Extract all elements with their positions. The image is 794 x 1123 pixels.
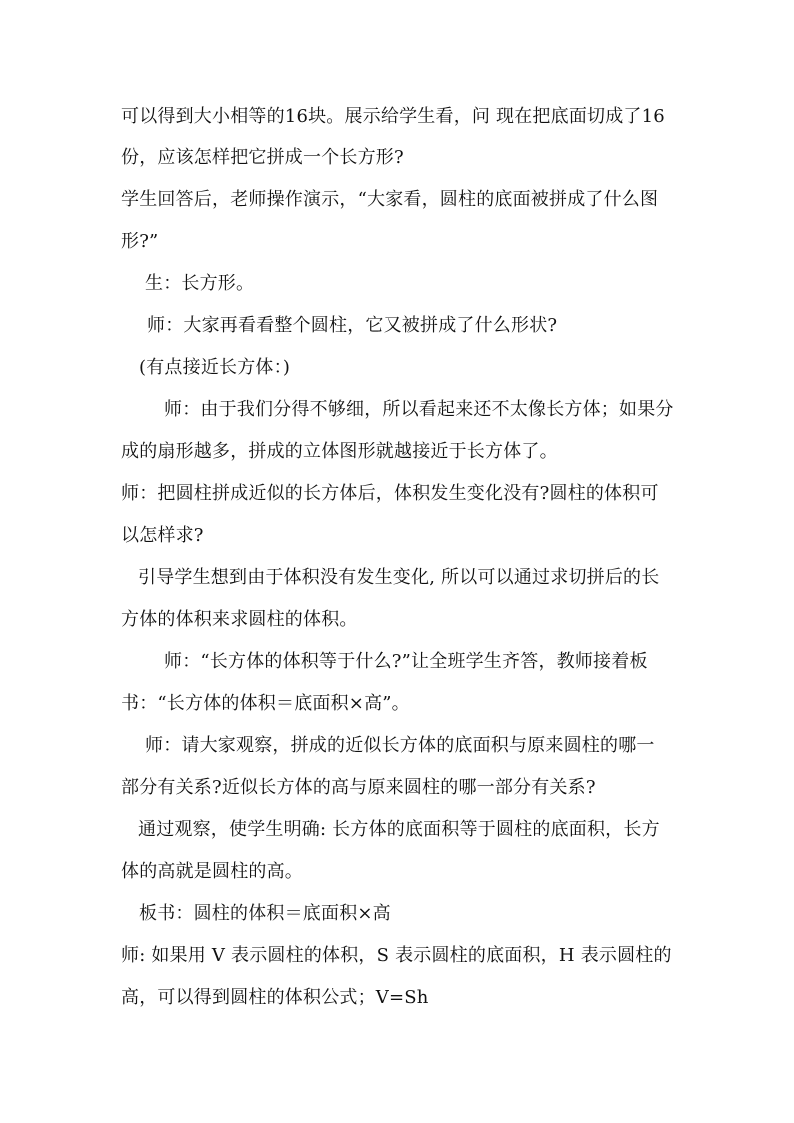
text-line-1: 可以得到大小相等的16块。展示给学生看，问 现在把底面切成了16 (121, 106, 665, 127)
text-line-4: 形?” (121, 231, 159, 252)
text-line-11: 以怎样求? (121, 525, 204, 546)
text-line-13: 方体的体积来求圆柱的体积。 (121, 609, 358, 630)
text-line-8: 师：由于我们分得不够细，所以看起来还不太像长方体；如果分 (164, 399, 674, 420)
text-line-10: 师：把圆柱拼成近似的长方体后，体积发生变化没有?圆柱的体积可 (121, 483, 659, 504)
text-line-2: 份，应该怎样把它拼成一个长方形? (121, 147, 404, 168)
text-line-3: 学生回答后，老师操作演示，“大家看，圆柱的底面被拼成了什么图 (121, 189, 659, 210)
text-line-16: 师：请大家观察，拼成的近似长方体的底面积与原来圆柱的哪一 (145, 735, 655, 756)
text-line-12: 引导学生想到由于体积没有发生变化, 所以可以通过求切拼后的长 (138, 567, 660, 588)
text-line-18: 通过观察，使学生明确: 长方体的底面积等于圆柱的底面积，长方 (138, 819, 660, 840)
text-line-6: 师：大家再看看整个圆柱，它又被拼成了什么形状? (147, 315, 558, 336)
text-line-5: 生：长方形。 (145, 273, 255, 294)
text-line-14: 师：“长方体的体积等于什么?”让全班学生齐答，教师接着板 (164, 651, 648, 672)
text-line-15: 书：“长方体的体积＝底面积×高”。 (121, 693, 410, 714)
text-line-21: 师: 如果用 V 表示圆柱的体积，S 表示圆柱的底面积，H 表示圆柱的 (121, 945, 672, 966)
text-line-7: (有点接近长方体：) (139, 357, 291, 378)
text-line-20: 板书：圆柱的体积＝底面积×高 (139, 903, 391, 924)
text-line-17: 部分有关系?近似长方体的高与原来圆柱的哪一部分有关系? (121, 777, 596, 798)
text-line-22: 高，可以得到圆柱的体积公式；V=Sh (121, 987, 429, 1008)
text-line-19: 体的高就是圆柱的高。 (121, 861, 303, 882)
text-line-9: 成的扇形越多，拼成的立体图形就越接近于长方体了。 (121, 441, 558, 462)
